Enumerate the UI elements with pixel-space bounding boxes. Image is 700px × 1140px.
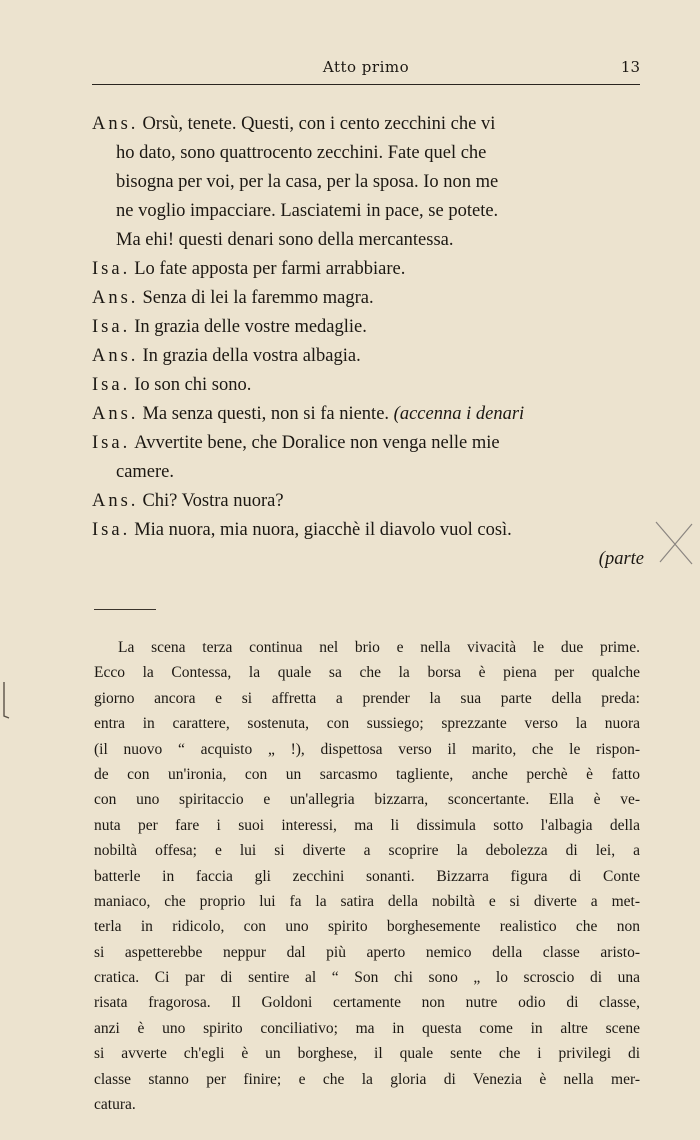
commentary-line: de con un'ironia, con un sarcasmo tagliente, anche perchè è fatto [94, 765, 640, 783]
commentary-line: nobiltà offesa; e lui si diverte a scoprire la debolezza di lei, a [94, 842, 640, 860]
dialogue-text: Avvertite bene, che Doralice non venga nelle mie [134, 433, 500, 453]
commentary-line: La scena terza continua nel brio e nella vivacità le due prime. [118, 639, 640, 656]
dialogue-line [92, 342, 644, 371]
commentary-line: Ecco la Contessa, la quale sa che la borsa è piena per qualche [94, 664, 640, 682]
running-title: Atto primo [322, 58, 410, 76]
speaker-name: Ans. [92, 346, 139, 366]
commentary-line: classe stanno per finire; e che la gloria di Venezia è nella mer- [94, 1070, 640, 1088]
speaker-name: Isa. [92, 520, 131, 540]
stage-direction: (accenna i denari [389, 404, 525, 424]
speaker-name: Isa. [92, 259, 131, 279]
commentary-line: catura. [94, 1096, 136, 1114]
header-rule [92, 84, 640, 85]
dialogue-line [92, 197, 644, 226]
speaker-name: Ans. [92, 288, 139, 308]
speaker-name: Ans. [92, 114, 139, 134]
dialogue-line [92, 110, 644, 139]
commentary-block [94, 635, 640, 1117]
commentary-line: batterle in faccia gli zecchini sonanti. Bizzarra figura di Conte [94, 867, 640, 885]
commentary-line: giorno ancora e si affretta a prender la sua parte della preda: [94, 689, 640, 707]
dialogue-text: Senza di lei la faremmo magra. [142, 288, 374, 308]
commentary-line: cratica. Ci par di sentire al “ Son chi sono „ lo scroscio di una [94, 969, 640, 987]
speaker-name: Isa. [92, 375, 131, 395]
commentary-line: maniaco, che proprio lui fa la satira della nobiltà e si diverte a met- [94, 892, 640, 910]
commentary-line: (il nuovo “ acquisto „ !), dispettosa verso il marito, che le rispon- [94, 740, 640, 758]
running-head [92, 58, 640, 80]
dialogue-line [92, 168, 644, 197]
commentary-rule [94, 609, 156, 610]
dialogue-text: Chi? Vostra nuora? [142, 491, 284, 511]
dialogue-text: Orsù, tenete. Questi, con i cento zecchini che vi [142, 114, 496, 134]
dialogue-line [92, 226, 644, 255]
stage-direction: (parte [598, 549, 644, 569]
dialogue-line [92, 371, 644, 400]
commentary-line: terla in ridicolo, con uno spirito borghesemente realistico che non [94, 918, 640, 936]
dialogue-line [92, 400, 644, 429]
speaker-name: Ans. [92, 491, 139, 511]
commentary-line: risata fragorosa. Il Goldoni certamente non nutre odio di classe, [94, 994, 640, 1012]
dialogue-line [92, 284, 644, 313]
speaker-name: Ans. [92, 404, 139, 424]
commentary-line: con uno spiritaccio e un'allegria bizzarra, sconcertante. Ella è ve- [94, 791, 640, 809]
dialogue-block [92, 110, 644, 574]
dialogue-line [92, 458, 644, 487]
speaker-name: Isa. [92, 433, 131, 453]
dialogue-line [92, 313, 644, 342]
dialogue-text: Ma senza questi, non si fa niente. [142, 404, 390, 424]
commentary-line: nuta per fare i suoi interessi, ma li dissimula sotto l'albagia della [94, 816, 640, 834]
dialogue-text: Mia nuora, mia nuora, giacchè il diavolo vuol così. [134, 520, 512, 540]
dialogue-line [92, 255, 644, 284]
dialogue-line [92, 139, 644, 168]
dialogue-text: ne voglio impacciare. Lasciatemi in pace, se potete. [116, 201, 499, 221]
dialogue-text: ho dato, sono quattrocento zecchini. Fate quel che [116, 143, 487, 163]
page-number: 13 [620, 58, 640, 76]
dialogue-line [92, 545, 644, 574]
dialogue-text: In grazia della vostra albagia. [142, 346, 361, 366]
dialogue-text: camere. [116, 462, 175, 482]
dialogue-text: Ma ehi! questi denari sono della mercantessa. [116, 230, 454, 250]
speaker-name: Isa. [92, 317, 131, 337]
dialogue-text: Io son chi sono. [134, 375, 252, 395]
dialogue-text: bisogna per voi, per la casa, per la sposa. Io non me [116, 172, 499, 192]
dialogue-line [92, 429, 644, 458]
dialogue-text: In grazia delle vostre medaglie. [134, 317, 367, 337]
commentary-line: anzi è uno spirito conciliativo; ma in questa come in altre scene [94, 1019, 640, 1037]
commentary-line: si aspetterebbe neppur dal più aperto nemico della classe aristo- [94, 943, 640, 961]
dialogue-line [92, 516, 644, 545]
commentary-line: si avverte ch'egli è un borghese, il quale sente che i privilegi di [94, 1045, 640, 1063]
commentary-line: entra in carattere, sostenuta, con sussiego; sprezzante verso la nuora [94, 715, 640, 733]
dialogue-text: Lo fate apposta per farmi arrabbiare. [134, 259, 406, 279]
margin-mark [0, 680, 10, 722]
pencil-cross-mark [652, 518, 696, 568]
dialogue-line [92, 487, 644, 516]
